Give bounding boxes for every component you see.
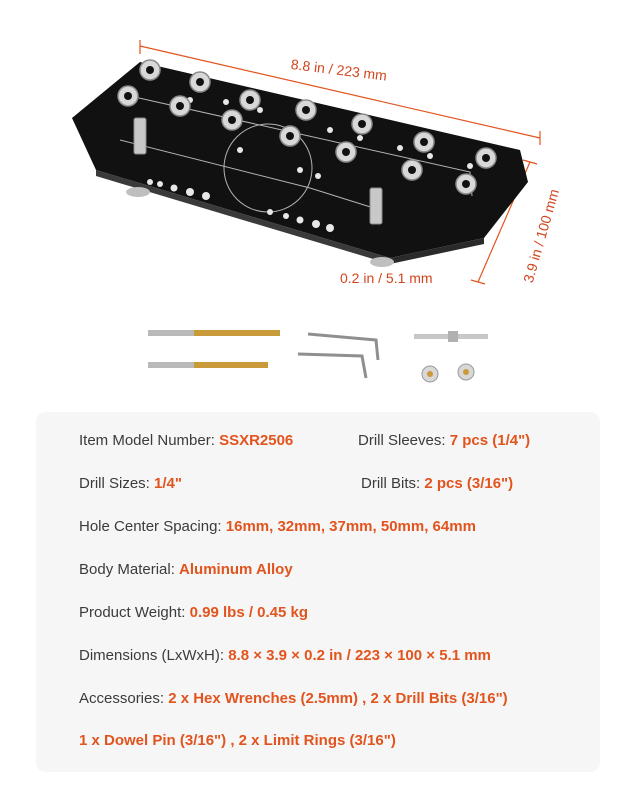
spec-drill-bits-label: Drill Bits: [361,475,421,492]
spec-weight-label: Product Weight: [79,604,186,621]
spec-card [36,412,600,772]
spec-drill-bits-value: 2 pcs (3/16") [424,475,514,492]
spec-drill-sizes [79,475,182,492]
width-label: 3.9 in / 100 mm [520,187,562,285]
dowel-pin [414,331,488,342]
spec-drill-bits [361,475,513,492]
limit-rings [422,364,474,382]
spec-accessories-value-2: 1 x Dowel Pin (3/16") , 2 x Limit Rings (3/16") [79,732,396,749]
spec-material-value: Aluminum Alloy [179,561,293,578]
spec-dimensions-value: 8.8 × 3.9 × 0.2 in / 223 × 100 × 5.1 mm [228,647,491,664]
spec-dimensions [79,647,491,664]
drill-bits [148,330,280,368]
spec-model [79,432,293,449]
spec-accessories [79,690,508,707]
spec-dimensions-label: Dimensions (LxWxH): [79,647,225,664]
spec-sleeves-value: 7 pcs (1/4") [449,432,531,449]
spec-accessories-label: Accessories: [79,690,165,707]
product-figure [0,0,640,400]
length-label: 8.8 in / 223 mm [290,56,388,84]
spec-model-value: SSXR2506 [219,432,294,449]
spec-sleeves [358,432,530,449]
spec-spacing-label: Hole Center Spacing: [79,518,222,535]
spec-accessories-cont [79,732,396,749]
spec-weight [79,604,308,621]
spec-weight-value: 0.99 lbs / 0.45 kg [189,604,309,621]
thickness-label: 0.2 in / 5.1 mm [340,270,433,286]
jig-plate [72,60,528,267]
spec-material [79,561,293,578]
spec-material-label: Body Material: [79,561,175,578]
spec-drill-sizes-value: 1/4" [154,475,182,492]
spec-model-label: Item Model Number: [79,432,215,449]
spec-drill-sizes-label: Drill Sizes: [79,475,150,492]
spec-sleeves-label: Drill Sleeves: [358,432,446,449]
spec-spacing [79,518,476,535]
hex-wrenches [298,334,378,378]
spec-spacing-value: 16mm, 32mm, 37mm, 50mm, 64mm [225,518,476,535]
spec-accessories-value: 2 x Hex Wrenches (2.5mm) , 2 x Drill Bits (3/16") [168,690,508,707]
